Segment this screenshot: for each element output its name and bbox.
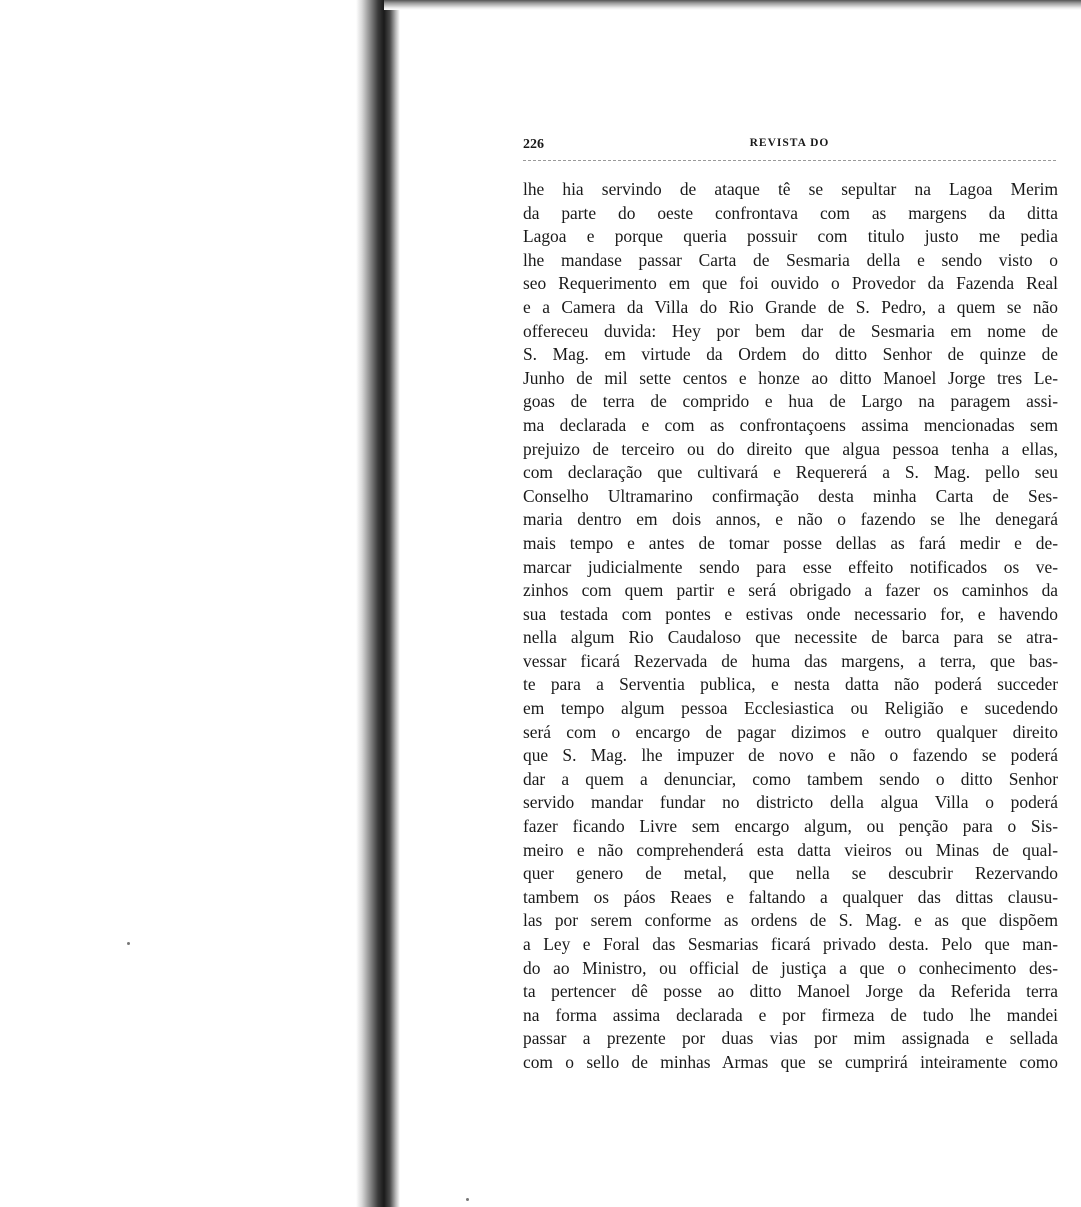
- text-line: passar a prezente por duas vias por mim assignada e sellada: [523, 1028, 1058, 1049]
- text-line: vessar ficará Rezervada de huma das margens, a terra, que bas-: [523, 650, 1058, 671]
- text-line: a Ley e Foral das Sesmarias ficará privado desta. Pelo que man-: [523, 934, 1058, 954]
- text-line: e a Camera da Villa do Rio Grande de S. Pedro, a quem se não: [523, 296, 1058, 317]
- text-line: lhe hia servindo de ataque tê se sepultar na Lagoa Merim: [523, 179, 1058, 199]
- text-line: tambem os páos Reaes e faltando a qualquer das dittas clausu-: [523, 886, 1058, 907]
- page-number: 226: [523, 137, 544, 152]
- text-line: prejuizo de terceiro ou do direito que algua pessoa tenha a ellas,: [523, 438, 1058, 459]
- paper-speck: [466, 1198, 469, 1201]
- text-line: Junho de mil sette centos e honze ao ditto Manoel Jorge tres Le-: [523, 367, 1058, 388]
- text-line: zinhos com quem partir e será obrigado a fazer os caminhos da: [523, 580, 1058, 601]
- text-line: do ao Ministro, ou official de justiça a que o conhecimento des-: [523, 957, 1058, 978]
- paper-speck: [127, 942, 130, 945]
- text-line: Lagoa e porque queria possuir com titulo justo me pedia: [523, 226, 1058, 247]
- text-line: será com o encargo de pagar dizimos e outro qualquer direito: [523, 721, 1058, 742]
- text-line: nella algum Rio Caudaloso que necessite de barca para se atra-: [523, 627, 1058, 648]
- text-line: com declaração que cultivará e Requererá a S. Mag. pello seu: [523, 462, 1058, 483]
- body-text: [523, 178, 1058, 1075]
- text-line: maria dentro em dois annos, e não o fazendo se lhe denegará: [523, 509, 1058, 530]
- running-title: REVISTA DO: [749, 137, 830, 149]
- text-line: Conselho Ultramarino confirmação desta minha Carta de Ses-: [523, 485, 1058, 506]
- text-line: seo Requerimento em que foi ouvido o Provedor da Fazenda Real: [523, 273, 1058, 294]
- text-line: meiro e não comprehenderá esta datta vieiros ou Minas de qual-: [523, 839, 1058, 860]
- text-line: servido mandar fundar no districto della algua Villa o poderá: [523, 792, 1058, 813]
- text-line: quer genero de metal, que nella se descubrir Rezervando: [523, 863, 1058, 884]
- page-header: [523, 137, 1056, 159]
- text-line: las por serem conforme as ordens de S. Mag. e as que dispõem: [523, 910, 1058, 931]
- page-top-edge: [384, 0, 1081, 10]
- text-line: S. Mag. em virtude da Ordem do ditto Senhor de quinze de: [523, 344, 1058, 365]
- text-line: fazer ficando Livre sem encargo algum, ou penção para o Sis-: [523, 816, 1058, 837]
- text-line: na forma assima declarada e por firmeza de tudo lhe mandei: [523, 1004, 1058, 1025]
- text-line: goas de terra de comprido e hua de Largo na paragem assi-: [523, 391, 1058, 412]
- text-line: que S. Mag. lhe impuzer de novo e não o fazendo se poderá: [523, 745, 1058, 766]
- text-line: ma declarada e com as confrontaçoens assima mencionadas sem: [523, 414, 1058, 435]
- text-line: da parte do oeste confrontava com as margens da ditta: [523, 202, 1058, 223]
- text-line: offereceu duvida: Hey por bem dar de Sesmaria em nome de: [523, 320, 1058, 341]
- book-spine-shadow: [0, 0, 400, 1207]
- text-line: com o sello de minhas Armas que se cumprirá inteiramente como: [523, 1051, 1058, 1072]
- text-line: sua testada com pontes e estivas onde necessario for, e havendo: [523, 603, 1058, 624]
- text-line: ta pertencer dê posse ao ditto Manoel Jorge da Referida terra: [523, 981, 1058, 1002]
- text-line: te para a Serventia publica, e nesta datta não poderá succeder: [523, 674, 1058, 695]
- text-line: mais tempo e antes de tomar posse dellas as fará medir e de-: [523, 532, 1058, 553]
- header-rule: [523, 160, 1056, 161]
- text-line: dar a quem a denunciar, como tambem sendo o ditto Senhor: [523, 768, 1058, 789]
- text-line: marcar judicialmente sendo para esse effeito notificados os ve-: [523, 556, 1058, 577]
- text-line: em tempo algum pessoa Ecclesiastica ou Religião e sucedendo: [523, 698, 1058, 719]
- text-line: lhe mandase passar Carta de Sesmaria della e sendo visto o: [523, 249, 1058, 270]
